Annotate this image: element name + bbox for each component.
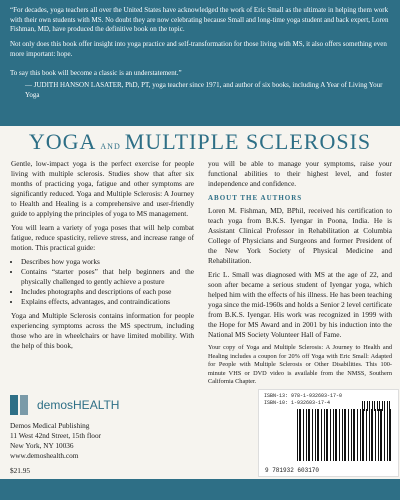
endorsement-panel bbox=[0, 0, 400, 126]
description-right-column bbox=[208, 159, 392, 391]
isbn-10: ISBN-10: 1-932603-17-4 bbox=[264, 400, 331, 406]
endorsement-quote-p3: To say this book will become a classic is an understatement.” bbox=[10, 69, 182, 77]
features-list bbox=[11, 257, 194, 307]
author-bio-fishman: Loren M. Fishman, MD, BPhil, received his certification to teach yoga from B.K.S. Iyengar in Poona, India. He is Assistant Clinical Professor in Rehabilitation at Columbia College of Physicians and Surgeons and former President of the New York Society of Physical Medicine and Rehabilitation. bbox=[208, 206, 392, 265]
logo-mark-icon bbox=[10, 395, 18, 415]
title-word-ms: MULTIPLE SCLEROSIS bbox=[124, 129, 372, 154]
publisher-block bbox=[10, 395, 190, 461]
author-bio-small: Eric L. Small was diagnosed with MS at the age of 22, and soon after became a serious student of Iyengar yoga, which helped him with the effects of his illness. He has been teaching yoga since the mid-1960s and holds a Senior 2 level certificate from B.K.S. Iyengar. His work was recognized in 1999 with the Hope for MS Award and in 2001 by his induction into the National MS Society Volunteer Hall of Fame. bbox=[208, 270, 392, 339]
isbn-barcode bbox=[258, 389, 399, 477]
title-word-yoga: YOGA bbox=[28, 129, 97, 154]
publisher-website: www.demoshealth.com bbox=[10, 451, 79, 460]
description-paragraph: Yoga and Multiple Sclerosis contains information for people experiencing symptoms across the MS spectrum, including those who are in wheelchairs or have limited mobility. With the help of this book, bbox=[11, 311, 194, 350]
book-title bbox=[0, 129, 400, 155]
publisher-logo-text: demosHEALTH bbox=[37, 398, 120, 412]
feature-item: • Describes how yoga works bbox=[21, 257, 194, 267]
description-paragraph: Gentle, low-impact yoga is the perfect exercise for people living with multiple sclerosis. Studies show that after six months of practicing yoga, fatigue and other symptoms are significantly reduced. Yoga and Multiple Sclerosis: A Journey to Health and Healing is a comprehensive and user-friendly guide to applying the principles of yoga to MS management. bbox=[11, 159, 194, 218]
publisher-name: Demos Medical Publishing bbox=[10, 421, 90, 430]
endorsement-quote-p1: “For decades, yoga teachers all over the United States have acknowledged the work of Eric Small as the ultimate in helping them work with their own students with MS. No doubt they are now celebrating because Small and long-time yoga student and back expert, Loren Fishman, MD, have produced the definitive book on the topic. bbox=[10, 6, 389, 34]
publisher-logo bbox=[10, 395, 190, 415]
coupon-note: Your copy of Yoga and Multiple Sclerosis: A Journey to Health and Healing includes a coupon for 20% off Yoga with Eric Small: Adapted for People with Multiple Sclerosis or Other Disabilities. This 100-minute VHS or DVD video is available from the NMSS, Southern California Chapter. bbox=[208, 344, 392, 386]
about-authors-heading: ABOUT THE AUTHORS bbox=[208, 194, 303, 202]
feature-item: • Includes photographs and descriptions of each pose bbox=[21, 287, 194, 297]
bottom-color-bar bbox=[0, 479, 400, 500]
price: $21.95 bbox=[10, 466, 31, 475]
feature-item: • Explains effects, advantages, and contraindications bbox=[21, 297, 194, 307]
description-paragraph: You will learn a variety of yoga poses that will help combat fatigue, reduce spasticity, relieve stress, and increase range of motion. This practical guide: bbox=[11, 223, 194, 252]
publisher-city: New York, NY 10036 bbox=[10, 441, 74, 450]
publisher-street: 11 West 42nd Street, 15th floor bbox=[10, 431, 102, 440]
description-left-column bbox=[11, 159, 194, 355]
endorsement-attribution: — JUDITH HANSON LASATER, PhD, PT, yoga teacher since 1971, and author of six books, including A Year of Living Your Yoga bbox=[25, 81, 383, 99]
title-connector: AND bbox=[100, 142, 121, 151]
endorsement-quote-p2: Not only does this book offer insight into yoga practice and self-transformation for those living with MS, it also offers something even more important: hope. bbox=[10, 40, 387, 58]
feature-item: • Contains “starter poses” that help beginners and the physically challenged to gently achieve a posture bbox=[21, 267, 194, 287]
publisher-address bbox=[10, 421, 190, 461]
barcode-number: 9 781932 603170 bbox=[265, 467, 320, 474]
barcode-icon bbox=[297, 409, 393, 461]
description-paragraph: you will be able to manage your symptoms, raise your functional abilities to their highest level, and foster independence and confidence. bbox=[208, 159, 392, 188]
isbn-13: ISBN-13: 978-1-932603-17-0 bbox=[264, 393, 343, 399]
